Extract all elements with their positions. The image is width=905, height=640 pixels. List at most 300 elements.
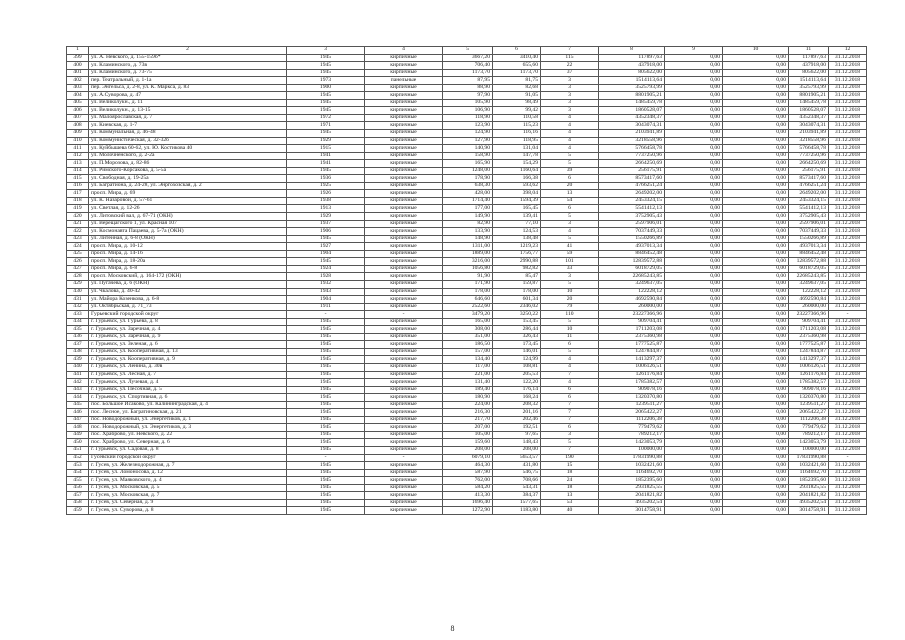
cell-wall-material: кирпичные [365, 137, 443, 145]
table-row [67, 84, 867, 92]
cell-address: ул. А.Суворова, д. 47 [89, 92, 287, 100]
cell-amount-col-10: 0,00 [723, 288, 789, 296]
cell-deadline-date: 31.12.2018 [829, 424, 867, 432]
cell-deadline-date: 31.12.2018 [829, 409, 867, 417]
cell-address: ул. Малоярославская, д. 7 [89, 114, 287, 122]
cell-year-built: 1945 [287, 499, 365, 507]
cell-year-built: 1945 [287, 363, 365, 371]
cell-residents-count: 41 [541, 243, 599, 251]
table-row [67, 235, 867, 243]
cell-residents-count: 5 [541, 213, 599, 221]
cell-cost: 12839572,88 [599, 258, 665, 266]
cell-address: г. Гусев, ул. Московская, д. 5 [89, 484, 287, 492]
cell-year-built: 1973 [287, 77, 365, 85]
cell-deadline-date: 31.12.2018 [829, 326, 867, 334]
column-number-header [67, 47, 867, 55]
cell-wall-material: кирпичные [365, 326, 443, 334]
cell-year-built: 1945 [287, 401, 365, 409]
cell-year-built: 1945 [287, 326, 365, 334]
cell-residents-count: 5 [541, 318, 599, 326]
cell-living-area: 326,43 [493, 333, 541, 341]
cell-cost: 909078,16 [599, 386, 665, 394]
header-living-area: 6 [493, 47, 541, 55]
cell-total-area: 148,90 [443, 235, 493, 243]
cell-residents-count: 4 [541, 228, 599, 236]
cell-year-built: 1915 [287, 145, 365, 153]
cell-total-area: 159,60 [443, 439, 493, 447]
cell-living-area: 153,45 [493, 318, 541, 326]
cell-year-built: 1941 [287, 152, 365, 160]
cell-address: пос. Храброво, ул. Невского, д. 22 [89, 431, 287, 439]
cell-total-area: 207,00 [443, 424, 493, 432]
cell-wall-material: кирпичные [365, 356, 443, 364]
cell-year-built: 1945 [287, 394, 365, 402]
cell-residents-count: 3 [541, 77, 599, 85]
cell-living-area: 2346,02 [493, 303, 541, 311]
cell-cost: 100000,00 [599, 446, 665, 454]
cell-amount-col-10: 0,00 [723, 160, 789, 168]
cell-total-cost: 3014758,91 [789, 507, 829, 515]
table-row [67, 326, 867, 334]
cell-residents-count: 4 [541, 137, 599, 145]
cell-deadline-date: 31.12.2018 [829, 379, 867, 387]
cell-amount-col-10: 0,00 [723, 152, 789, 160]
cell-residents-count: 110 [541, 311, 599, 319]
cell-living-area: 176,14 [493, 386, 541, 394]
cell-cost: 2597906,01 [599, 220, 665, 228]
table-row [67, 175, 867, 183]
cell-total-area: 105,00 [443, 431, 493, 439]
cell-row-number: 425 [67, 250, 89, 258]
cell-address: пос. Новодорожный, ул. Энергетиков, д. 3 [89, 424, 287, 432]
cell-residents-count: 20 [541, 296, 599, 304]
cell-wall-material: кирпичные [365, 394, 443, 402]
cell-living-area: 77,10 [493, 220, 541, 228]
cell-wall-material: кирпичные [365, 439, 443, 447]
cell-residents-count: 3 [541, 99, 599, 107]
cell-cost: 117897,63 [599, 54, 665, 62]
cell-year-built: 1945 [287, 409, 365, 417]
cell-living-area: 1756,77 [493, 250, 541, 258]
table-row [67, 386, 867, 394]
cell-residents-count: 53 [541, 499, 599, 507]
cell-row-number: 413 [67, 160, 89, 168]
table-row [67, 311, 867, 319]
cell-residents-count: 13 [541, 190, 599, 198]
cell-wall-material: кирпичные [365, 160, 443, 168]
cell-year-built: 1945 [287, 469, 365, 477]
cell-total-area: 464,30 [443, 462, 493, 470]
cell-total-cost: 7737250,96 [789, 152, 829, 160]
cell-total-area: 189,40 [443, 386, 493, 394]
cell-row-number: 454 [67, 469, 89, 477]
cell-year-built: 1945 [287, 477, 365, 485]
cell-cost: 789212,17 [599, 431, 665, 439]
cell-amount-col-9: 0,00 [665, 235, 723, 243]
cell-amount-col-9: 0,00 [665, 258, 723, 266]
cell-address: г. Гусев, ул. Московская, д. 7 [89, 492, 287, 500]
cell-cost: 17831990,88 [599, 454, 665, 462]
cell-residents-count: 7 [541, 416, 599, 424]
cell-amount-col-9: 0,00 [665, 311, 723, 319]
cell-amount-col-10: 0,00 [723, 243, 789, 251]
cell-residents-count: 6 [541, 386, 599, 394]
cell-living-area: 546,75 [493, 469, 541, 477]
cell-address: г. Гусев, ул. Северная, д. 9 [89, 499, 287, 507]
cell-deadline-date: 31.12.2018 [829, 84, 867, 92]
cell-total-area: 106,90 [443, 107, 493, 115]
table-row [67, 348, 867, 356]
cell-deadline-date: 31.12.2018 [829, 507, 867, 515]
cell-living-area: 91,05 [493, 92, 541, 100]
table-row [67, 167, 867, 175]
cell-amount-col-9: 0,00 [665, 416, 723, 424]
table-row [67, 333, 867, 341]
cell-total-area: 149,90 [443, 213, 493, 221]
cell-row-number: 403 [67, 84, 89, 92]
cell-deadline-date: 31.12.2018 [829, 386, 867, 394]
cell-row-number: 416 [67, 182, 89, 190]
cell-living-area: 1183,80 [493, 507, 541, 515]
cell-address: просп. Мира, д. 10-12 [89, 243, 287, 251]
cell-year-built: 1945 [287, 507, 365, 515]
cell-total-area: 1311,00 [443, 243, 493, 251]
cell-amount-col-10: 0,00 [723, 326, 789, 334]
cell-wall-material: кирпичные [365, 213, 443, 221]
cell-cost: 256175,91 [599, 167, 665, 175]
cell-amount-col-9: 0,00 [665, 84, 723, 92]
table-row [67, 439, 867, 447]
cell-year-built: 1945 [287, 54, 365, 62]
cell-amount-col-9: 0,00 [665, 175, 723, 183]
cell-amount-col-10: 0,00 [723, 175, 789, 183]
cell-total-area: 140,90 [443, 145, 493, 153]
cell-cost: 8801905,21 [599, 92, 665, 100]
cell-row-number: 409 [67, 130, 89, 138]
cell-amount-col-9: 0,00 [665, 394, 723, 402]
table-row [67, 356, 867, 364]
cell-total-cost: 7037449,33 [789, 228, 829, 236]
cell-wall-material: кирпичные [365, 371, 443, 379]
cell-row-number: 452 [67, 454, 89, 462]
cell-address: ул. Литейная, д. 6-8 (ОКН) [89, 235, 287, 243]
cell-deadline-date: 31.12.2018 [829, 99, 867, 107]
cell-living-area: 708,66 [493, 477, 541, 485]
cell-total-area: 1696,40 [443, 499, 493, 507]
cell-amount-col-9: 0,00 [665, 62, 723, 70]
cell-year-built: 1937 [287, 220, 365, 228]
cell-total-area: 3479,20 [443, 311, 493, 319]
cell-address: г. Гурьевск, ул. Песочная, д. 5 [89, 386, 287, 394]
cell-row-number: 412 [67, 152, 89, 160]
cell-address: г. Гурьевск, ул. Садовая, д. 8 [89, 446, 287, 454]
cell-total-cost: 2375360,98 [789, 333, 829, 341]
cell-wall-material: кирпичные [365, 296, 443, 304]
cell-total-cost: 8573417,60 [789, 175, 829, 183]
cell-total-area: 216,30 [443, 409, 493, 417]
cell-total-cost: 1485459,78 [789, 99, 829, 107]
cell-living-area: 208,32 [493, 401, 541, 409]
header-cost: 8 [599, 47, 665, 55]
cell-total-cost: 3043074,31 [789, 122, 829, 130]
table-row [67, 363, 867, 371]
cell-living-area: 3250,22 [493, 311, 541, 319]
cell-residents-count: 5 [541, 280, 599, 288]
table-row [67, 182, 867, 190]
cell-cost: 7037449,33 [599, 228, 665, 236]
table-row [67, 54, 867, 62]
cell-total-cost: 1550266,89 [789, 235, 829, 243]
cell-wall-material: кирпичные [365, 265, 443, 273]
cell-deadline-date: 31.12.2018 [829, 205, 867, 213]
cell-amount-col-9: 0,00 [665, 122, 723, 130]
cell-amount-col-9: 0,00 [665, 273, 723, 281]
cell-address: просп. Мира, д. 69 [89, 190, 287, 198]
cell-living-area: 286,44 [493, 326, 541, 334]
cell-amount-col-9: 0,00 [665, 341, 723, 349]
cell-wall-material: кирпичные [365, 484, 443, 492]
cell-cost: 8846452,48 [599, 250, 665, 258]
cell-amount-col-10: 0,00 [723, 303, 789, 311]
cell-row-number: 428 [67, 273, 89, 281]
cell-amount-col-10: 0,00 [723, 507, 789, 515]
cell-wall-material: кирпичные [365, 469, 443, 477]
cell-deadline-date: 31.12.2018 [829, 92, 867, 100]
cell-year-built: 1900 [287, 84, 365, 92]
cell-deadline-date: 31.12.2018 [829, 258, 867, 266]
cell-total-cost: 805622,00 [789, 69, 829, 77]
cell-row-number: 400 [67, 62, 89, 70]
cell-address: ул. Литовский вал, д. 67-71 (ОКН) [89, 213, 287, 221]
cell-residents-count: 33 [541, 265, 599, 273]
page-number: 8 [450, 624, 455, 633]
cell-amount-col-9: 0,00 [665, 296, 723, 304]
cell-total-area: 165,90 [443, 160, 493, 168]
cell-total-cost: 2664250,69 [789, 160, 829, 168]
cell-total-area: 646,60 [443, 296, 493, 304]
cell-deadline-date: 31.12.2018 [829, 416, 867, 424]
cell-amount-col-9: 0,00 [665, 386, 723, 394]
cell-deadline-date: 31.12.2018 [829, 303, 867, 311]
cell-residents-count: 6 [541, 394, 599, 402]
cell-year-built: 1945 [287, 235, 365, 243]
cell-deadline-date: 31.12.2018 [829, 250, 867, 258]
cell-total-area: 117,00 [443, 363, 493, 371]
cell-amount-col-10: 0,00 [723, 280, 789, 288]
cell-row-number: 433 [67, 311, 89, 319]
cell-residents-count: 6 [541, 205, 599, 213]
cell-living-area: 593,62 [493, 182, 541, 190]
cell-total-area: 2522,60 [443, 303, 493, 311]
table-row [67, 243, 867, 251]
cell-row-number: 399 [67, 54, 89, 62]
cell-amount-col-9: 0,00 [665, 409, 723, 417]
cell-cost: 3752905,43 [599, 213, 665, 221]
cell-row-number: 439 [67, 356, 89, 364]
cell-living-area: 139,41 [493, 213, 541, 221]
cell-amount-col-9: 0,00 [665, 379, 723, 387]
cell-address: ул. Светлая, д. 12-26 [89, 205, 287, 213]
cell-year-built: 1945 [287, 371, 365, 379]
cell-wall-material: кирпичные [365, 446, 443, 454]
cell-amount-col-9: 0,00 [665, 228, 723, 236]
cell-total-cost: 3752905,43 [789, 213, 829, 221]
cell-wall-material: кирпичные [365, 280, 443, 288]
table-row [67, 446, 867, 454]
cell-amount-col-9: 0,00 [665, 499, 723, 507]
cell-total-area: 6079,10 [443, 454, 493, 462]
cell-row-number: 457 [67, 492, 89, 500]
cell-row-number: 417 [67, 190, 89, 198]
cell-deadline-date: 31.12.2018 [829, 446, 867, 454]
cell-residents-count: 59 [541, 250, 599, 258]
cell-total-area: 351,00 [443, 333, 493, 341]
cell-address: ул. Великолукн., д. 13-15 [89, 107, 287, 115]
cell-row-number: 411 [67, 145, 89, 153]
cell-wall-material: кирпичные [365, 69, 443, 77]
cell-wall-material: кирпичные [365, 341, 443, 349]
cell-deadline-date: 31.12.2018 [829, 462, 867, 470]
cell-row-number: 407 [67, 114, 89, 122]
cell-deadline-date: 31.12.2018 [829, 69, 867, 77]
cell-residents-count: 54 [541, 197, 599, 205]
cell-amount-col-10: 0,00 [723, 213, 789, 221]
cell-residents-count: 4 [541, 114, 599, 122]
cell-wall-material: кирпичные [365, 99, 443, 107]
cell-amount-col-9: 0,00 [665, 265, 723, 273]
cell-amount-col-9: 0,00 [665, 439, 723, 447]
cell-year-built: - [287, 311, 365, 319]
cell-deadline-date: 31.12.2018 [829, 197, 867, 205]
cell-total-cost: 1860528,07 [789, 107, 829, 115]
cell-total-cost: 2597906,01 [789, 220, 829, 228]
cell-year-built: 1945 [287, 379, 365, 387]
cell-wall-material: кирпичные [365, 401, 443, 409]
cell-row-number: 437 [67, 341, 89, 349]
cell-amount-col-10: 0,00 [723, 499, 789, 507]
table-row [67, 379, 867, 387]
cell-cost: 2375360,98 [599, 333, 665, 341]
cell-row-number: 401 [67, 69, 89, 77]
cell-amount-col-10: 0,00 [723, 107, 789, 115]
cell-residents-count: 37 [541, 69, 599, 77]
cell-residents-count: 5 [541, 160, 599, 168]
cell-wall-material: кирпичные [365, 424, 443, 432]
cell-row-number: 435 [67, 326, 89, 334]
cell-year-built: 1913 [287, 205, 365, 213]
cell-residents-count: 5 [541, 348, 599, 356]
cell-wall-material: кирпичные [365, 114, 443, 122]
table-row [67, 492, 867, 500]
cell-amount-col-9: 0,00 [665, 92, 723, 100]
cell-year-built: 1945 [287, 356, 365, 364]
cell-total-cost: 789212,17 [789, 431, 829, 439]
cell-total-cost: 3218558,96 [789, 137, 829, 145]
table-row [67, 416, 867, 424]
cell-wall-material: кирпичные [365, 348, 443, 356]
cell-year-built: 1945 [287, 107, 365, 115]
cell-row-number: 442 [67, 379, 89, 387]
cell-year-built: 1945 [287, 69, 365, 77]
cell-total-cost: 1514113,64 [789, 77, 829, 85]
cell-address: г. Гусев, ул. Ломоносова, д. 12 [89, 469, 287, 477]
cell-amount-col-9: 0,00 [665, 54, 723, 62]
cell-cost: 3249637,05 [599, 280, 665, 288]
cell-cost: 1261176,84 [599, 371, 665, 379]
cell-total-area: 413,30 [443, 492, 493, 500]
cell-deadline-date: 31.12.2018 [829, 213, 867, 221]
table-row [67, 484, 867, 492]
cell-wall-material: кирпичные [365, 288, 443, 296]
cell-residents-count: 39 [541, 167, 599, 175]
cell-year-built: 1927 [287, 243, 365, 251]
cell-wall-material: кирпичные [365, 363, 443, 371]
cell-wall-material: кирпичные [365, 409, 443, 417]
table-row [67, 122, 867, 130]
cell-deadline-date: 31.12.2018 [829, 439, 867, 447]
cell-row-number: 446 [67, 409, 89, 417]
cell-residents-count: 3 [541, 107, 599, 115]
cell-row-number: 459 [67, 507, 89, 515]
cell-row-number: 410 [67, 137, 89, 145]
cell-amount-col-10: 0,00 [723, 137, 789, 145]
cell-deadline-date: 31.12.2018 [829, 167, 867, 175]
header-year-built: 3 [287, 47, 365, 55]
cell-year-built: 1945 [287, 492, 365, 500]
cell-total-area: 1248,00 [443, 167, 493, 175]
cell-cost: 4692590,84 [599, 296, 665, 304]
cell-total-cost: 22685243,85 [789, 273, 829, 281]
table-row [67, 303, 867, 311]
cell-wall-material: кирпичные [365, 462, 443, 470]
cell-year-built: 1929 [287, 137, 365, 145]
cell-address: г. Гурьевск, ул. Ленина, д. 30в [89, 363, 287, 371]
cell-total-cost: 1006126,51 [789, 363, 829, 371]
cell-amount-col-10: 0,00 [723, 469, 789, 477]
cell-cost: 1777525,87 [599, 341, 665, 349]
cell-residents-count: 7 [541, 371, 599, 379]
cell-address: ул. Майора Козенкова, д. 6-8 [89, 296, 287, 304]
table-row [67, 130, 867, 138]
cell-total-cost: 100000,00 [789, 446, 829, 454]
cell-row-number: 429 [67, 280, 89, 288]
cell-address: ул. Кламинского, д. 73-75 [89, 69, 287, 77]
cell-cost: 1164692,70 [599, 469, 665, 477]
cell-amount-col-10: 0,00 [723, 492, 789, 500]
header-amount-col-10: 10 [723, 47, 789, 55]
cell-wall-material: кирпичные [365, 62, 443, 70]
cell-wall-material: кирпичные [365, 492, 443, 500]
cell-year-built: 1945 [287, 424, 365, 432]
cell-cost: 1239511,27 [599, 401, 665, 409]
cell-cost: 23227366,96 [599, 311, 665, 319]
cell-living-area: 173,45 [493, 341, 541, 349]
cell-living-area: 82,68 [493, 84, 541, 92]
cell-amount-col-9: 0,00 [665, 99, 723, 107]
table-row [67, 228, 867, 236]
cell-address: г. Гурьевск, ул. Кооперативная, д. 9 [89, 356, 287, 364]
cell-address: просп. Мира, д. 14-16 [89, 250, 287, 258]
cell-year-built: - [287, 454, 365, 462]
cell-address: ул. Великолукн., д. 11 [89, 99, 287, 107]
cell-residents-count: 4 [541, 356, 599, 364]
cell-residents-count: 4 [541, 363, 599, 371]
cell-row-number: 458 [67, 499, 89, 507]
cell-address: пер. Энгельса, д. 2-8, ул. К. Маркса, д. 83 [89, 84, 287, 92]
cell-amount-col-10: 0,00 [723, 114, 789, 122]
cell-living-area: 85,47 [493, 273, 541, 281]
cell-amount-col-10: 0,00 [723, 205, 789, 213]
